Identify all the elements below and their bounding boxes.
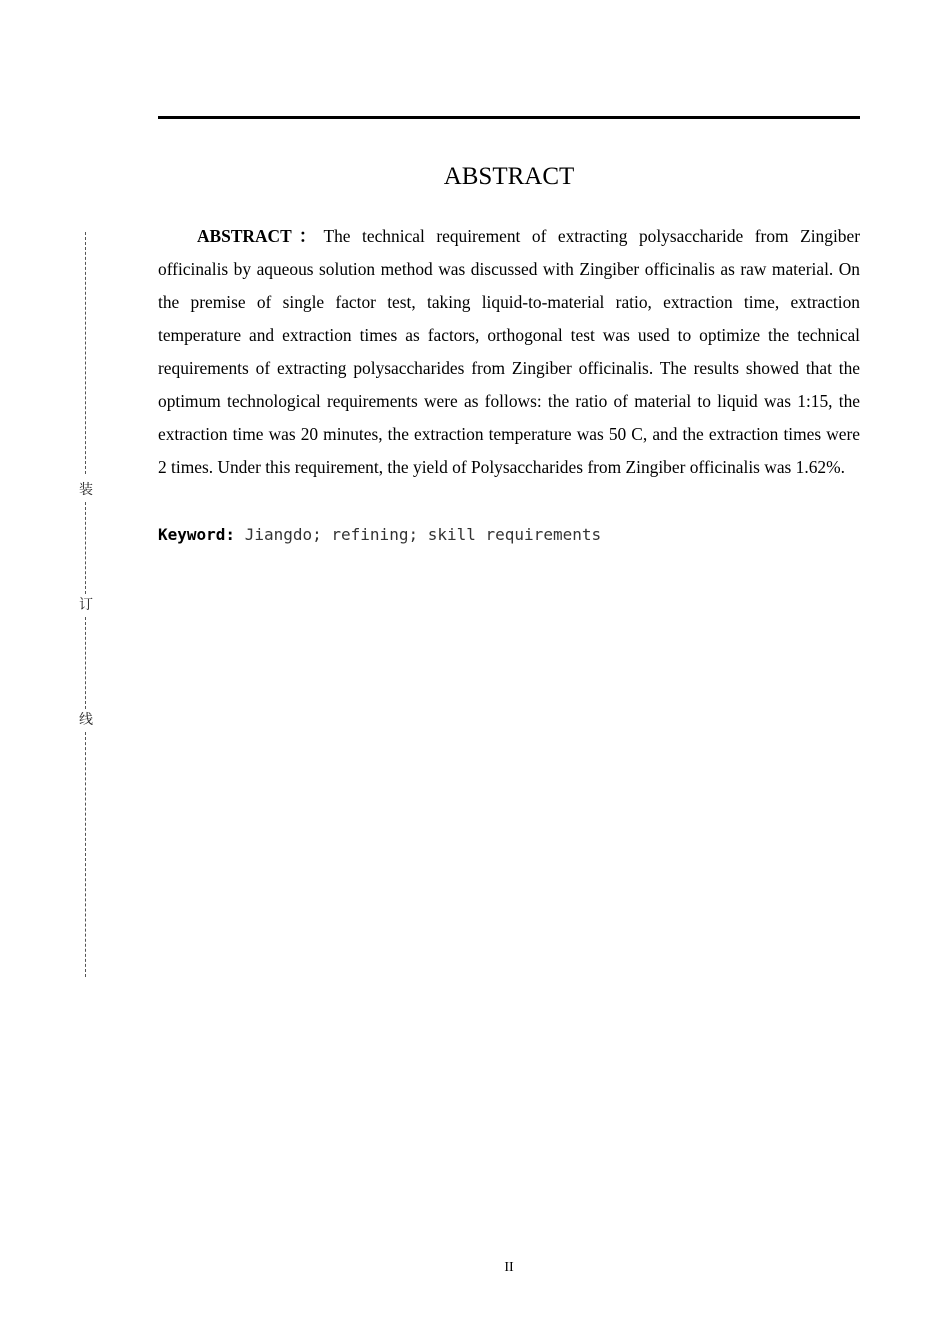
binding-char-xian: 线	[76, 711, 96, 729]
binding-char-ding: 订	[76, 596, 96, 614]
binding-line-segment	[85, 232, 86, 474]
page-number: II	[504, 1260, 514, 1275]
binding-char-zhuang: 装	[76, 481, 96, 499]
keyword-text: Jiangdo; refining; skill requirements	[235, 525, 602, 544]
keyword-line	[158, 522, 860, 548]
binding-line-segment	[85, 617, 86, 709]
abstract-text: The technical requirement of extracting polysaccharide from Zingiber officinalis by aqueous solution method was discussed with Zingiber officinalis as raw material. On the premise of single factor test, taking liquid-to-material ratio, extraction time, extraction temperature and extraction times as factors, orthogonal test was used to optimize the technical requirements of extracting polysaccharides from Zingiber officinalis. The results showed that the optimum technological requirements were as follows: the ratio of material to liquid was 1:15, the extraction time was 20 minutes, the extraction temperature was 50 C, and the extraction times were 2 times. Under this requirement, the yield of Polysaccharides from Zingiber officinalis was 1.62%.	[158, 226, 860, 477]
binding-line-segment	[85, 732, 86, 977]
keyword-label: Keyword:	[158, 525, 236, 544]
page-title: ABSTRACT	[443, 163, 575, 190]
binding-line-segment	[85, 502, 86, 594]
abstract-label: ABSTRACT：	[197, 226, 324, 246]
header-rule	[158, 116, 860, 119]
abstract-paragraph	[158, 220, 860, 484]
